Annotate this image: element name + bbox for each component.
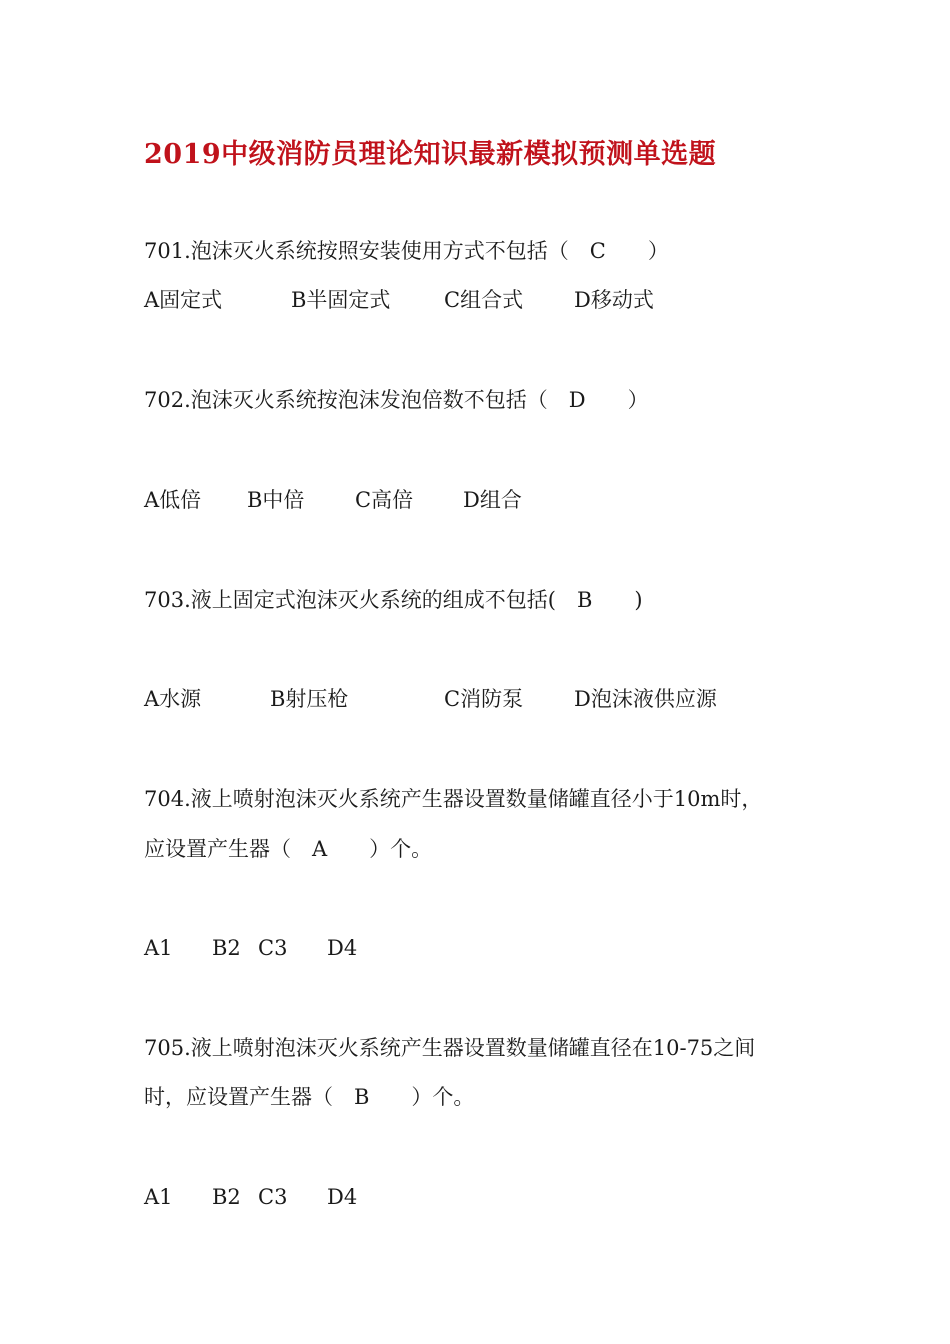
option-b: B射压枪	[270, 687, 349, 711]
option-d: D4	[327, 1185, 358, 1209]
question-text-line-2: 时，应设置产生器（ B ）个。	[144, 1085, 475, 1109]
question-text: 702.泡沫灭火系统按泡沫发泡倍数不包括（ D ）	[144, 388, 649, 412]
option-a: A低倍	[144, 488, 202, 512]
option-a: A1	[144, 1185, 173, 1209]
option-d: D移动式	[574, 288, 654, 312]
option-c: C组合式	[444, 288, 524, 312]
option-b: B半固定式	[291, 288, 391, 312]
question-text: 701.泡沫灭火系统按照安装使用方式不包括（ C ）	[144, 239, 669, 263]
question-text: 703.液上固定式泡沫灭火系统的组成不包括( B )	[144, 588, 643, 612]
option-a: A1	[144, 936, 173, 960]
option-d: D4	[327, 936, 358, 960]
option-c: C高倍	[355, 488, 414, 512]
option-b: B2	[212, 936, 241, 960]
option-c: C3	[258, 1185, 288, 1209]
option-c: C3	[258, 936, 288, 960]
option-c: C消防泵	[444, 687, 524, 711]
question-text-line-2: 应设置产生器（ A ）个。	[144, 837, 433, 861]
question-text-line-1: 705.液上喷射泡沫灭火系统产生器设置数量储罐直径在10-75之间	[144, 1036, 756, 1060]
option-a: A固定式	[144, 288, 223, 312]
option-b: B中倍	[247, 488, 305, 512]
option-a: A水源	[144, 687, 202, 711]
question-text-line-1: 704.液上喷射泡沫灭火系统产生器设置数量储罐直径小于10m时，	[144, 787, 763, 811]
option-b: B2	[212, 1185, 241, 1209]
option-d: D组合	[463, 488, 522, 512]
option-d: D泡沫液供应源	[574, 687, 717, 711]
document-title: 2019中级消防员理论知识最新模拟预测单选题	[144, 139, 717, 170]
